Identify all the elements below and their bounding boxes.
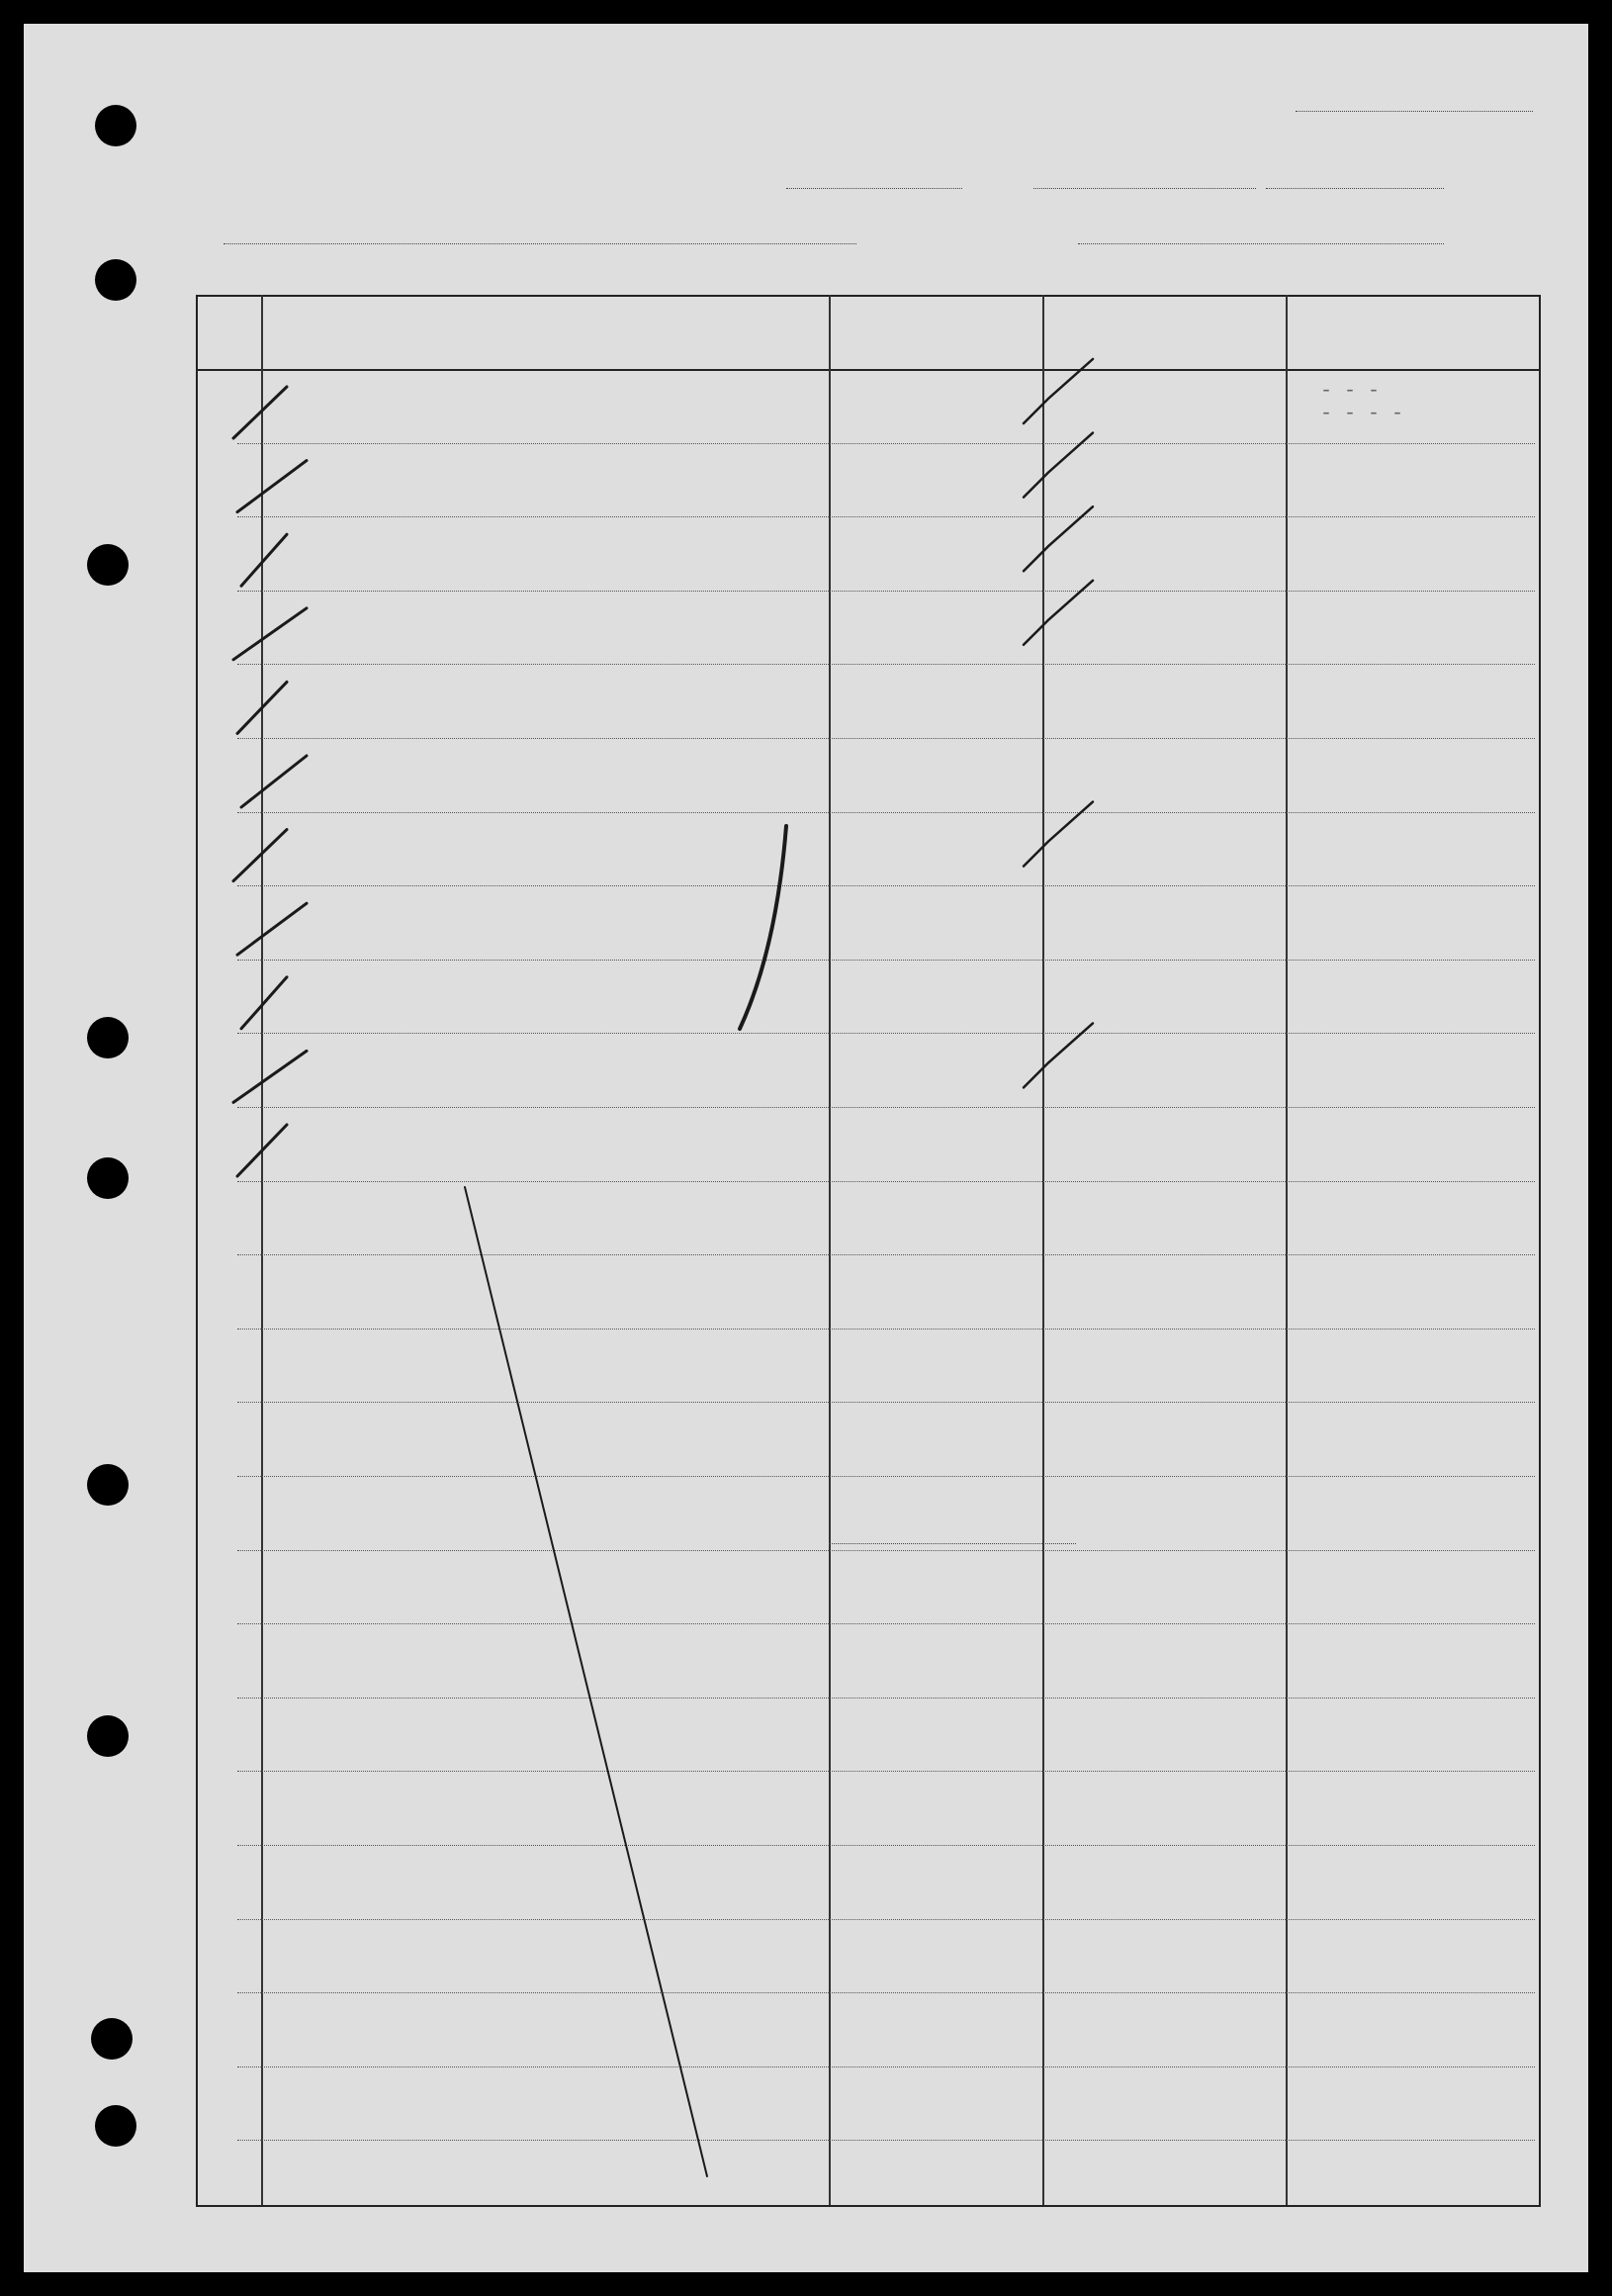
pencil-mark bbox=[237, 1125, 287, 1176]
pencil-mark bbox=[237, 461, 307, 512]
pencil-mark bbox=[1024, 359, 1093, 423]
pencil-mark bbox=[233, 387, 287, 438]
pencil-mark bbox=[233, 608, 307, 660]
pencil-mark bbox=[237, 903, 307, 955]
pencil-mark bbox=[1024, 433, 1093, 498]
pencil-mark bbox=[1024, 506, 1093, 571]
pencil-mark bbox=[465, 1187, 707, 2176]
pencil-mark bbox=[233, 1051, 307, 1102]
pencil-mark bbox=[241, 534, 287, 586]
pencil-mark bbox=[1024, 581, 1093, 645]
pencil-mark bbox=[233, 830, 287, 881]
pencil-mark bbox=[241, 756, 307, 807]
pencil-mark bbox=[237, 682, 287, 733]
pencil-mark bbox=[1024, 802, 1093, 867]
pencil-mark bbox=[740, 826, 786, 1029]
pencil-mark bbox=[241, 977, 287, 1029]
pencil-mark bbox=[1024, 1023, 1093, 1087]
officer-stamp-mark: - - - - - - - bbox=[1320, 380, 1404, 425]
